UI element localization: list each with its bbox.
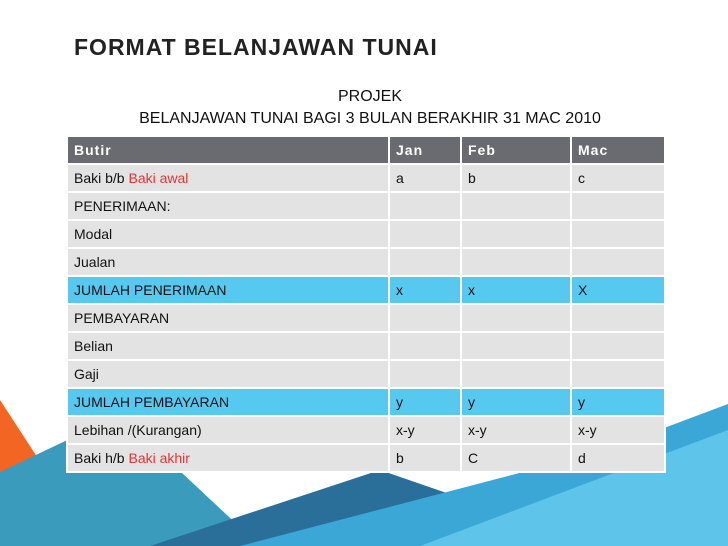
- table-row: [67, 164, 665, 192]
- row-label-cell: [67, 164, 389, 192]
- header-feb: Feb: [461, 136, 571, 164]
- row-value-cell: x-y: [389, 416, 461, 444]
- row-label: Baki b/b: [74, 170, 129, 186]
- table-row: [67, 276, 665, 304]
- row-value-cell: b: [461, 164, 571, 192]
- cash-budget-table: [66, 135, 666, 473]
- row-value-cell: [571, 192, 665, 220]
- row-value-cell: [571, 332, 665, 360]
- header-butir: Butir: [67, 136, 389, 164]
- row-label-cell: [67, 332, 389, 360]
- row-value-cell: y: [389, 388, 461, 416]
- row-value-cell: d: [571, 444, 665, 472]
- row-label-cell: [67, 360, 389, 388]
- table-header-row: [67, 136, 665, 164]
- subtitle-line-2: BELANJAWAN TUNAI BAGI 3 BULAN BERAKHIR 31 MAC 2010: [139, 110, 601, 127]
- row-value-cell: x-y: [571, 416, 665, 444]
- table-row: [67, 416, 665, 444]
- row-label: Lebihan /(Kurangan): [74, 422, 202, 438]
- row-value-cell: [461, 304, 571, 332]
- slide-title: FORMAT BELANJAWAN TUNAI: [74, 34, 438, 60]
- row-label-annotation: Baki akhir: [128, 450, 190, 466]
- row-value-cell: [461, 332, 571, 360]
- row-label: JUMLAH PEMBAYARAN: [74, 394, 230, 410]
- header-mac: Mac: [571, 136, 665, 164]
- row-value-cell: a: [389, 164, 461, 192]
- row-value-cell: [571, 360, 665, 388]
- row-label: Modal: [74, 226, 113, 242]
- row-label: Baki h/b: [74, 450, 129, 466]
- row-value-cell: c: [571, 164, 665, 192]
- header-jan: Jan: [389, 136, 461, 164]
- table-row: [67, 332, 665, 360]
- row-label-cell: [67, 304, 389, 332]
- row-value-cell: C: [461, 444, 571, 472]
- row-value-cell: [389, 304, 461, 332]
- row-label-cell: [67, 248, 389, 276]
- row-label-cell: [67, 444, 389, 472]
- row-label-cell: [67, 220, 389, 248]
- row-value-cell: y: [461, 388, 571, 416]
- table-row: [67, 220, 665, 248]
- row-value-cell: [571, 220, 665, 248]
- row-value-cell: [461, 248, 571, 276]
- row-value-cell: [571, 304, 665, 332]
- row-value-cell: [389, 332, 461, 360]
- table-row: [67, 360, 665, 388]
- row-value-cell: [389, 248, 461, 276]
- row-label-cell: [67, 192, 389, 220]
- row-value-cell: [389, 360, 461, 388]
- row-label-cell: [67, 416, 389, 444]
- row-value-cell: x-y: [461, 416, 571, 444]
- row-value-cell: [461, 360, 571, 388]
- row-label-annotation: Baki awal: [128, 170, 189, 186]
- row-label-cell: [67, 388, 389, 416]
- row-value-cell: x: [461, 276, 571, 304]
- row-value-cell: [461, 220, 571, 248]
- row-value-cell: y: [571, 388, 665, 416]
- table-row: [67, 304, 665, 332]
- table-row: [67, 444, 665, 472]
- table-row: [67, 192, 665, 220]
- row-value-cell: [389, 192, 461, 220]
- row-label: PEMBAYARAN: [74, 310, 170, 326]
- row-value-cell: X: [571, 276, 665, 304]
- row-label: Jualan: [74, 254, 116, 270]
- subtitle-line-1: PROJEK: [337, 88, 402, 105]
- row-label: Belian: [74, 338, 113, 354]
- table-row: [67, 388, 665, 416]
- row-label-cell: [67, 276, 389, 304]
- row-value-cell: [389, 220, 461, 248]
- row-value-cell: [571, 248, 665, 276]
- row-value-cell: b: [389, 444, 461, 472]
- row-value-cell: [461, 192, 571, 220]
- row-label: JUMLAH PENERIMAAN: [74, 282, 227, 298]
- row-label: PENERIMAAN:: [74, 198, 171, 214]
- row-value-cell: x: [389, 276, 461, 304]
- table-body: [67, 164, 665, 472]
- row-label: Gaji: [74, 366, 99, 382]
- table-row: [67, 248, 665, 276]
